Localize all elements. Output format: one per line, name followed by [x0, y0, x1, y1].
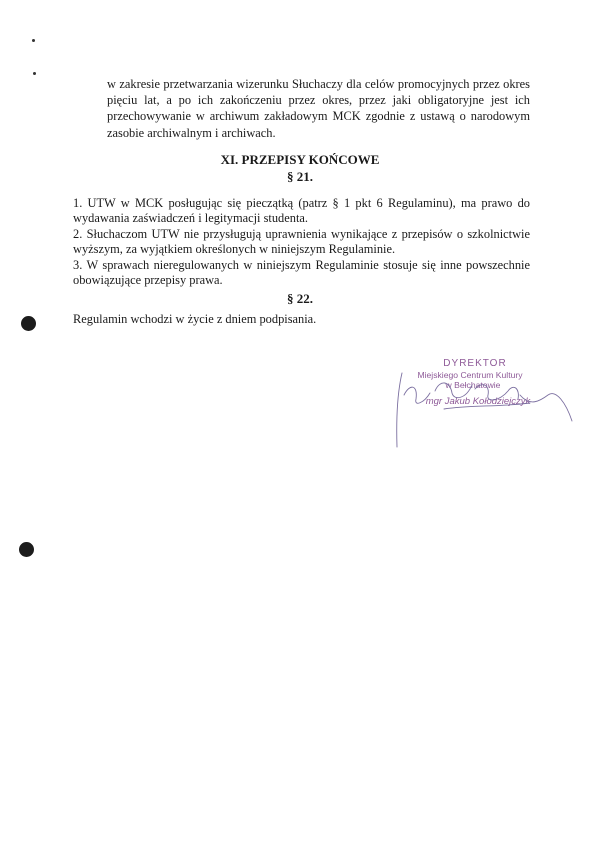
binder-hole-bottom	[19, 542, 34, 557]
page-speck-top	[32, 39, 35, 42]
handwritten-signature	[380, 355, 580, 455]
section-title: XI. PRZEPISY KOŃCOWE	[220, 152, 380, 167]
item-2	[73, 227, 530, 258]
stamp-line-2: w Bełchatowie	[445, 380, 501, 390]
item-line: wydawania zaświadczeń i legitymacji studenta.	[73, 211, 308, 226]
item-line: wyższym, za wyjątkiem określonych w niniejszym Regulaminie.	[73, 242, 396, 257]
binder-hole-top	[21, 316, 36, 331]
director-stamp	[380, 355, 580, 455]
stamp-title: DYREKTOR	[443, 358, 507, 369]
item-1	[73, 196, 530, 227]
paragraph-22-heading: § 22.	[287, 291, 313, 306]
intro-line: przechowywanie w archiwum zakładowym MCK zgodnie z ustawą o narodowym	[107, 109, 530, 124]
intro-line: zasobie archiwalnym i archiwach.	[107, 125, 276, 140]
intro-line: pięciu lat, a po ich zakończeniu przez okres, przez jaki obligatoryjne jest ich	[107, 93, 530, 108]
closing-statement	[73, 312, 530, 327]
closing-text: Regulamin wchodzi w życie z dniem podpisania.	[73, 312, 317, 326]
item-line: 1. UTW w MCK posługując się pieczątką (patrz § 1 pkt 6 Regulaminu), ma prawo do	[73, 196, 530, 210]
item-line: 2. Słuchaczom UTW nie przysługują uprawnienia wynikające z przepisów o szkolnictwie	[73, 227, 530, 241]
page-speck-mid	[33, 72, 36, 75]
stamp-name: mgr Jakub Kołodziejczyk	[425, 396, 531, 407]
stamp-line-1: Miejskiego Centrum Kultury	[417, 370, 523, 380]
intro-line: w zakresie przetwarzania wizerunku Słuchaczy dla celów promocyjnych przez okres	[107, 77, 530, 91]
item-3	[73, 258, 530, 289]
intro-paragraph	[107, 76, 530, 141]
paragraph-21-heading: § 21.	[287, 169, 313, 184]
item-line: obowiązujące przepisy prawa.	[73, 273, 223, 288]
item-line: 3. W sprawach nieregulowanych w niniejszym Regulaminie stosuje się inne powszechnie	[73, 258, 530, 272]
